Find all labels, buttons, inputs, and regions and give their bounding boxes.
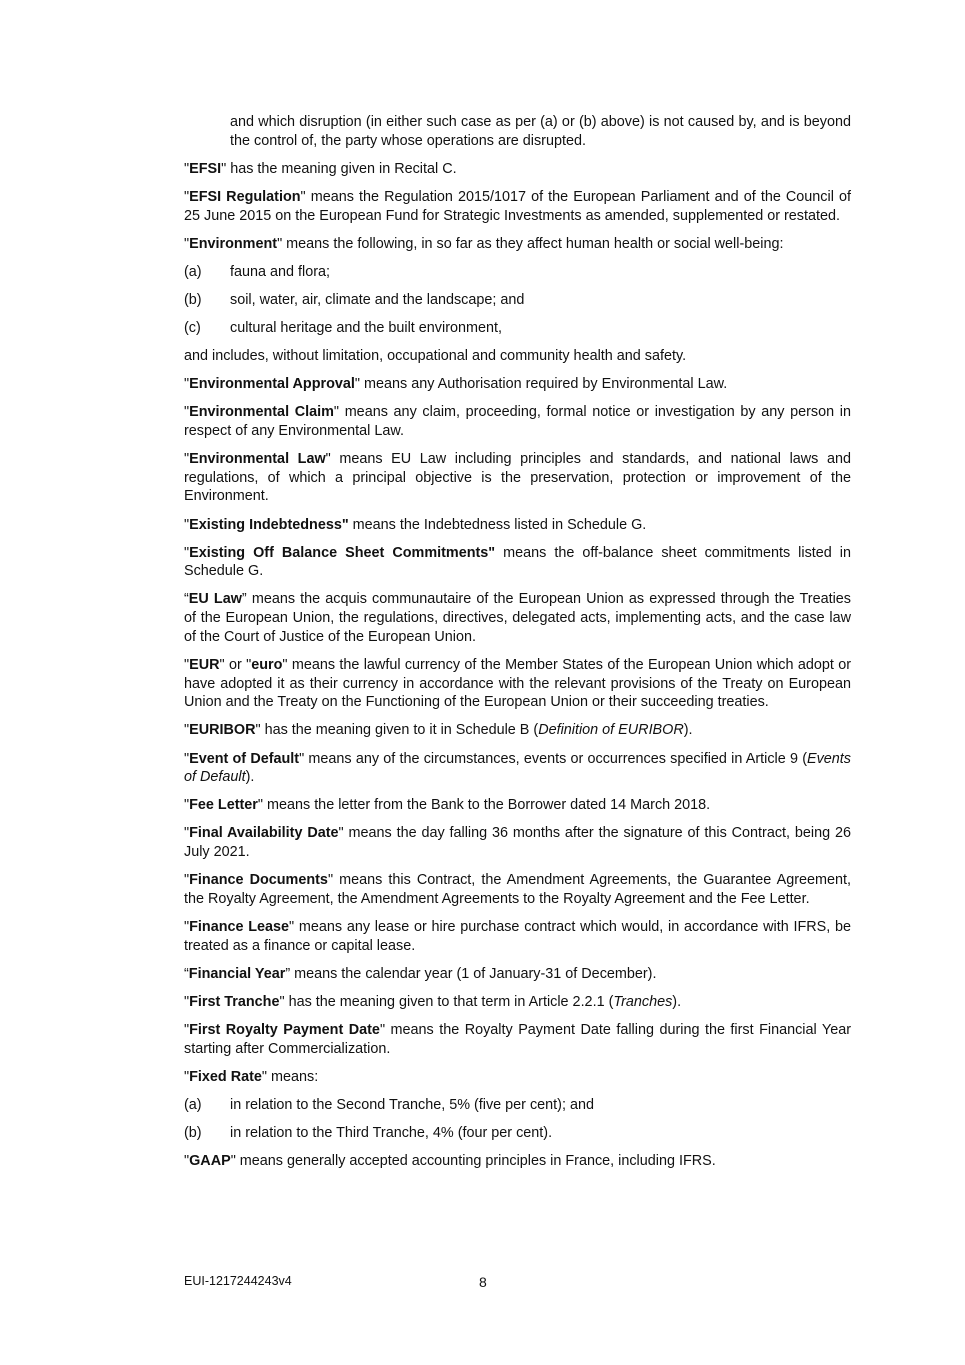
list-item: (b) in relation to the Third Tranche, 4% (four per cent).	[184, 1124, 553, 1141]
definition-first-royalty-payment-date: "First Royalty Payment Date" means the Royalty Payment Date falling during the first Financial Year starting after Commercialization.	[184, 1022, 852, 1057]
definition-efsi: "EFSI" has the meaning given in Recital C.	[184, 160, 457, 177]
definition-environment: "Environment" means the following, in so far as they affect human health or social well-being:	[184, 235, 784, 252]
list-item: (b) soil, water, air, climate and the landscape; and	[184, 291, 525, 308]
document-reference: EUI-1217244243v4	[184, 1274, 292, 1288]
definition-finance-documents: "Finance Documents" means this Contract, the Amendment Agreements, the Guarantee Agreement, the Royalty Agreement, the Amendment Agreements to the Royalty Agreement and the Fee Letter.	[184, 872, 851, 907]
list-item: (c) cultural heritage and the built environment,	[184, 319, 502, 336]
definition-eu-law: “EU Law” means the acquis communautaire of the European Union as expressed through the Treaties of the European Union, the regulations, directives, delegated acts, implementing acts, and the case law of the Court of Justice of the European Union.	[184, 591, 851, 645]
definition-gaap: "GAAP" means generally accepted accounting principles in France, including IFRS.	[184, 1153, 716, 1170]
definition-efsi-regulation: "EFSI Regulation" means the Regulation 2015/1017 of the European Parliament and of the Council of 25 June 2015 on the European Fund for Strategic Investments as amended, supplemented or restated.	[184, 188, 851, 224]
document-body	[184, 113, 851, 1180]
definition-euribor: "EURIBOR" has the meaning given to it in Schedule B (Definition of EURIBOR).	[184, 722, 693, 739]
intro-paragraph: and which disruption (in either such case as per (a) or (b) above) is not caused by, and is beyond the control of, the party whose operations are disrupted.	[230, 114, 851, 149]
definition-first-tranche: "First Tranche" has the meaning given to that term in Article 2.2.1 (Tranches).	[184, 993, 682, 1010]
definition-environmental-claim: "Environmental Claim" means any claim, proceeding, formal notice or investigation by any person in respect of any Environmental Law.	[184, 404, 852, 439]
definition-environmental-approval: "Environmental Approval" means any Authorisation required by Environmental Law.	[184, 376, 728, 393]
definition-existing-indebtedness: "Existing Indebtedness" means the Indebtedness listed in Schedule G.	[184, 516, 647, 533]
definition-fixed-rate: "Fixed Rate" means:	[184, 1068, 319, 1085]
definition-eur: "EUR" or "euro" means the lawful currency of the Member States of the European Union which adopt or have adopted it as their currency in accordance with the relevant provisions of the Treaty on European Union and the Treaty on the Functioning of the European Union or their succeeding treaties.	[184, 656, 851, 711]
definition-final-availability-date: "Final Availability Date" means the day falling 36 months after the signature of this Contract, being 26 July 2021.	[184, 825, 851, 861]
page-number: 8	[479, 1274, 487, 1290]
list-item: (a) fauna and flora;	[184, 263, 331, 280]
definition-financial-year: “Financial Year” means the calendar year (1 of January-31 of December).	[184, 965, 657, 982]
list-item: (a) in relation to the Second Tranche, 5% (five per cent); and	[184, 1096, 594, 1113]
definition-fee-letter: "Fee Letter" means the letter from the Bank to the Borrower dated 14 March 2018.	[184, 797, 711, 814]
environment-tail: and includes, without limitation, occupational and community health and safety.	[184, 348, 687, 365]
definition-existing-obs-commitments: "Existing Off Balance Sheet Commitments" means the off-balance sheet commitments listed in Schedule G.	[184, 544, 851, 580]
definition-environmental-law: "Environmental Law" means EU Law including principles and standards, and national laws and regulations, of which a principal objective is the preservation, protection or improvement of the Environment.	[184, 451, 851, 505]
definition-finance-lease: "Finance Lease" means any lease or hire purchase contract which would, in accordance with IFRS, be treated as a finance or capital lease.	[184, 919, 851, 954]
definition-event-of-default: "Event of Default" means any of the circumstances, events or occurrences specified in Article 9 (Events of Default).	[184, 750, 851, 786]
